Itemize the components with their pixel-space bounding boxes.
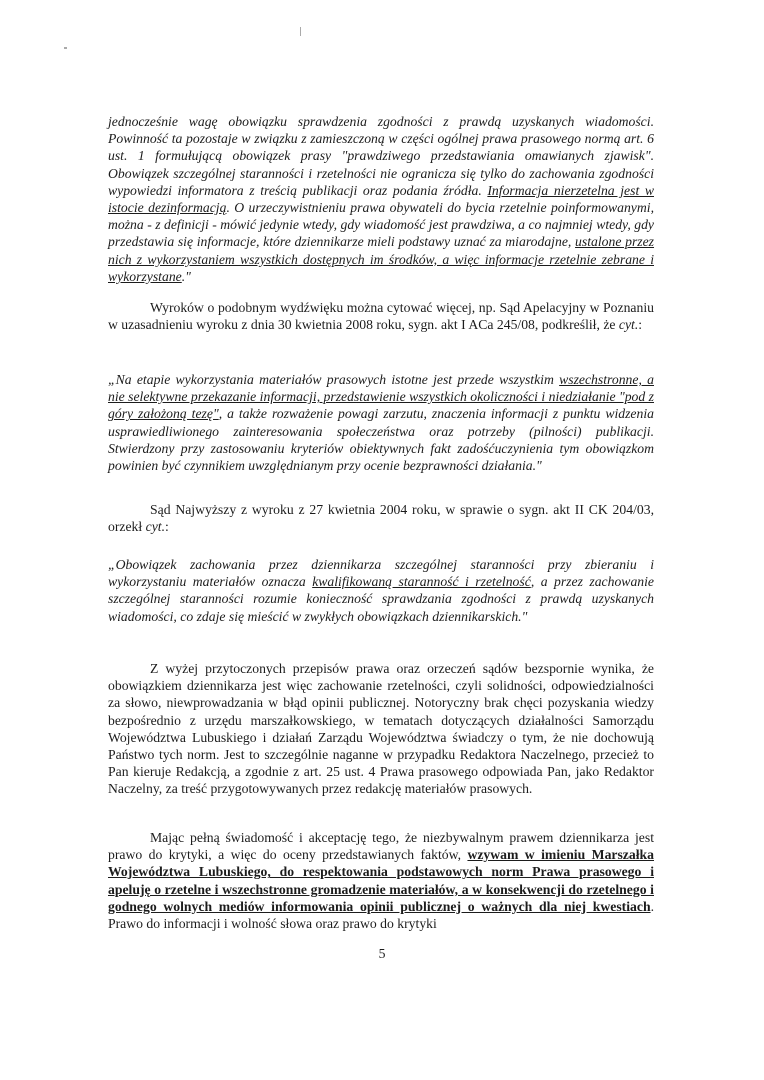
quote-text: „Na etapie wykorzystania materiałów prasowych istotne jest przede wszystkim <box>108 372 560 387</box>
quote-text: ." <box>181 268 191 284</box>
quote-text: . O urzeczywistnieniu prawa obywateli do bycia rzetelnie poinformowanymi, można - z definicji - mówić jedynie wtedy, gdy wiadomość jest prawdziwa, a co najmniej wtedy, gdy przedstawia się informacje, które dziennikarze mieli podstawy uznać za miarodajne, <box>108 200 654 250</box>
quote-underline: kwalifikowaną staranność i rzetelność <box>312 574 531 590</box>
paragraph-text: : <box>638 317 643 333</box>
quote-underline: Informacja nierzetelna jest w istocie dezinformacją <box>108 182 654 216</box>
quote-text: , a także rozważenie powagi zarzutu, znaczenia informacji z punktu widzenia usprawiedliwionego zainteresowania społeczeństwa oraz potrzeby (pilności) publikacji. Stwierdzony przy zastosowaniu kryteriów obiektywnych fakt zadośćuczynienia tym obowiązkom powinien być czynnikiem uwzględnianym przy ocenie bezprawności działania." <box>108 406 654 474</box>
paragraph-text: Wyroków o podobnym wydźwięku można cytować więcej, np. Sąd Apelacyjny w Poznaniu w uzasadnieniu wyroku z dnia 30 kwietnia 2008 roku, sygn. akt I ACa 245/08, podkreślił, że <box>108 300 654 333</box>
paragraph-4 <box>108 829 654 932</box>
page-number: 5 <box>378 946 386 961</box>
paragraph-text: Sąd Najwyższy z wyroku z 27 kwietnia 2004 roku, w sprawie o sygn. akt II CK 204/03, orzekł <box>108 502 654 535</box>
quote-underline: wszechstronne, a nie selektywne przekazanie informacji, przedstawienie wszystkich okoliczności i niedziałanie "pod z góry założoną tezę" <box>108 372 654 422</box>
paragraph-text: . Prawo do informacji i wolność słowa oraz prawo do krytyki <box>108 898 654 932</box>
bold-underlined-appeal: wzywam w imieniu Marszałka Województwa Lubuskiego, do respektowania podstawowych norm Prawa prasowego i apeluję o rzetelne i wszechstronne gromadzenie materiałów, a w konsekwencji do rzetelnego i godnego wolnych mediów informowania opinii publicznej o ważnych dla niej kwestiach <box>108 847 654 914</box>
quote-block-3 <box>108 556 654 625</box>
paragraph-3 <box>108 660 654 798</box>
quote-text: , a przez zachowanie szczególnej staranności rozumie konieczność sprawdzania zgodności z prawdą uzyskanych wiadomości, co zdaje się mieścić w zwykłych obowiązkach dziennikarskich." <box>108 574 655 624</box>
cyt-abbrev: cyt. <box>145 519 166 535</box>
scan-mark-top <box>300 27 301 36</box>
quote-text: jednocześnie wagę obowiązku sprawdzenia zgodności z prawdą uzyskanych wiadomości. Powinność ta pozostaje w związku z zamieszczoną w części ogólnej prawa prasowego normą art. 6 ust. 1 formułującą obowiązek prasy "prawdziwego przedstawiania omawianych zjawisk". Obowiązek szczególnej staranności i rzetelności nie ogranicza się tylko do zachowania zgodności wypowiedzi informatora z treścią publikacji oraz podania źródła. <box>108 114 654 198</box>
paragraph-text: : <box>165 519 169 535</box>
quote-block-2 <box>108 371 654 474</box>
paragraph-text: Mając pełną świadomość i akceptację tego, że niezbywalnym prawem dziennikarza jest prawo do krytyki, a więc do oceny przedstawianych faktów, <box>108 830 654 863</box>
paragraph-2 <box>108 501 654 535</box>
quote-underline: ustalone przez nich z wykorzystaniem wszystkich dostępnych im środków, a więc informacje rzetelnie zebrane i wykorzystane <box>108 234 655 284</box>
paragraph-1 <box>108 299 654 333</box>
quote-text: „Obowiązek zachowania przez dziennikarza szczególnej staranności przy zbieraniu i wykorzystaniu materiałów oznacza <box>108 557 654 590</box>
cyt-abbrev: cyt. <box>618 317 639 333</box>
paragraph-text: Z wyżej przytoczonych przepisów prawa oraz orzeczeń sądów bezspornie wynika, że obowiązkiem dziennikarza jest więc zachowanie rzetelności, czyli solidności, odpowiedzialności za słowo, niewprowadzania w błąd opinii publicznej. Notoryczny brak chęci pozyskania wiedzy bezpośrednio z urzędu marszałkowskiego, w tematach dotyczących działalności Samorządu Województwa Lubuskiego i działań Zarządu Województwa świadczy o tym, że nie dochowują Państwo tych norm. Jest to szczególnie naganne w przypadku Redaktora Naczelnego, przecież to Pan kieruje Redakcją, a zgodnie z art. 25 ust. 4 Prawa prasowego odpowiada Pan, jako Redaktor Naczelny, za treść przygotowywanych przez redakcję materiałów prasowych. <box>108 661 654 797</box>
scan-mark-left <box>64 47 67 49</box>
quote-block-1 <box>108 113 654 285</box>
